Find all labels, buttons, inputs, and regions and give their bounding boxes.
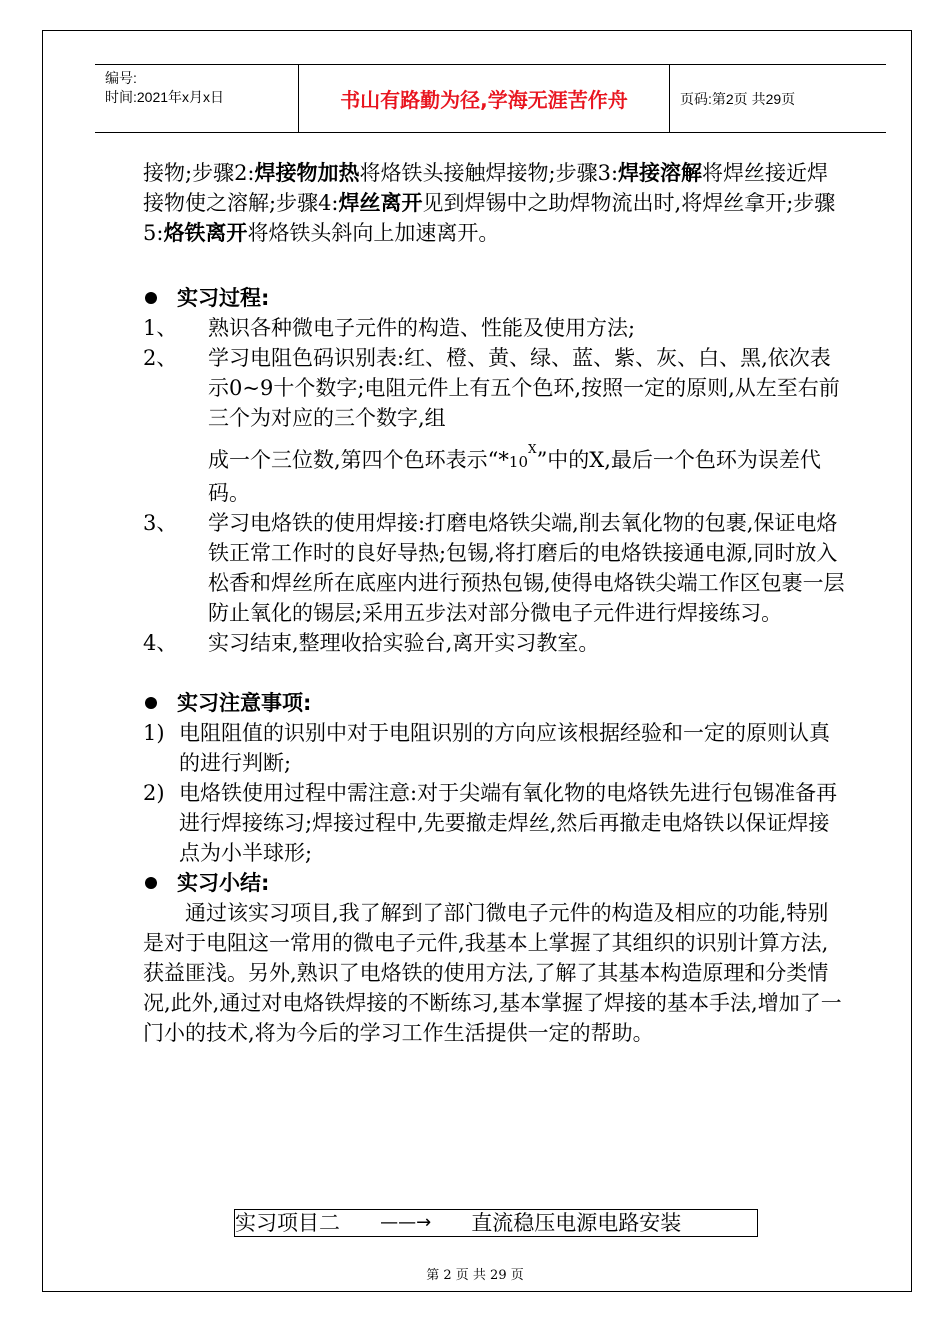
notes-item — [143, 718, 845, 778]
step-4-name: 焊丝离开 — [338, 191, 423, 215]
steps-paragraph — [143, 158, 845, 248]
item-number: 4、 — [143, 631, 178, 655]
steps-text: 将焊丝接近焊接物使之溶解;步骤4: — [143, 161, 829, 215]
header-meta — [95, 65, 298, 132]
page-footer: 第 2 页 共 29 页 — [426, 1268, 524, 1283]
item-text: 熟识各种微电子元件的构造、性能及使用方法; — [208, 316, 636, 340]
item-number: 2、 — [143, 346, 178, 370]
notes-heading — [145, 688, 845, 718]
item-text: 电烙铁使用过程中需注意:对于尖端有氧化物的电烙铁先进行包锡准备再进行焊接练习;焊接过程中,先要撤走焊丝,然后再撤走电烙铁以保证焊接点为小半球形; — [179, 781, 838, 865]
summary-title: 实习小结: — [177, 871, 270, 895]
item-number: 2) — [143, 781, 165, 805]
header-page-info: 页码:第2页 共29页 — [680, 90, 796, 107]
page-header — [95, 64, 886, 133]
document-time: 时间:2021年x月x日 — [105, 89, 225, 105]
item-text: 学习电阻色码识别表:红、橙、黄、绿、蓝、紫、灰、白、黑,依次表示0~9十个数字;电阻元件上有五个色环,按照一定的原则,从左至右前三个为对应的三个数字,组 — [208, 346, 840, 430]
process-item — [143, 343, 845, 508]
power-base: 10 — [508, 453, 529, 471]
step-5-name: 烙铁离开 — [163, 221, 248, 245]
arrow-icon: ——→ — [380, 1212, 432, 1233]
item-number: 1、 — [143, 316, 178, 340]
notes-item — [143, 778, 845, 868]
notes-title: 实习注意事项: — [177, 691, 312, 715]
steps-text: 将烙铁头接触焊接物;步骤3: — [359, 161, 619, 185]
item-text: 学习电烙铁的使用焊接:打磨电烙铁尖端,削去氧化物的包裹,保证电烙铁正常工作时的良好导热;包锡,将打磨后的电烙铁接通电源,同时放入松香和焊丝所在底座内进行预热包锡,使得电烙铁尖端工作区包裹一层防止氧化的锡层;采用五步法对部分微电子元件进行焊接练习。 — [208, 511, 845, 625]
process-item — [143, 313, 845, 343]
bullet-icon — [145, 697, 157, 709]
summary-text: 通过该实习项目,我了解到了部门微电子元件的构造及相应的功能,特别是对于电阻这一常用的微电子元件,我基本上掌握了其组织的识别计算方法,获益匪浅。另外,熟识了电烙铁的使用方法,了解了其基本构造原理和分类情况,此外,通过对电烙铁焊接的不断练习,基本掌握了焊接的基本手法,增加了一门小的技术,将为今后的学习工作生活提供一定的帮助。 — [143, 901, 842, 1045]
item-text: 成一个三位数,第四个色环表示“* — [208, 448, 509, 472]
steps-text: 见到焊锡中之助焊物流出时,将焊丝拿开;步骤5: — [143, 191, 836, 245]
item-text: ”中的X,最后一个色环为误差代码。 — [208, 448, 821, 505]
steps-text: 接物;步骤2: — [143, 161, 255, 185]
process-item — [143, 628, 845, 658]
process-heading — [145, 283, 845, 313]
bullet-icon — [145, 877, 157, 889]
next-project-box — [234, 1209, 758, 1237]
item-text: 实习结束,整理收拾实验台,离开实习教室。 — [208, 631, 600, 655]
summary-section — [143, 898, 845, 1048]
document-number-label: 编号: — [105, 70, 137, 86]
process-title: 实习过程: — [177, 286, 270, 310]
item-number: 3、 — [143, 511, 178, 535]
summary-heading — [145, 868, 845, 898]
document-body — [143, 158, 845, 1048]
project-label: 实习项目二 — [235, 1211, 340, 1235]
power-of-ten — [508, 442, 537, 478]
header-motto: 书山有路勤为径,学海无涯苦作舟 — [298, 65, 670, 132]
bullet-icon — [145, 292, 157, 304]
item-number: 1) — [143, 721, 165, 745]
item-text: 电阻阻值的识别中对于电阻识别的方向应该根据经验和一定的原则认真的进行判断; — [179, 721, 830, 775]
process-item — [143, 508, 845, 628]
step-3-name: 焊接溶解 — [618, 161, 703, 185]
power-exponent: X — [528, 442, 537, 456]
project-title: 直流稳压电源电路安装 — [471, 1211, 682, 1235]
steps-text: 将烙铁头斜向上加速离开。 — [247, 221, 500, 245]
step-2-name: 焊接物加热 — [254, 161, 360, 185]
